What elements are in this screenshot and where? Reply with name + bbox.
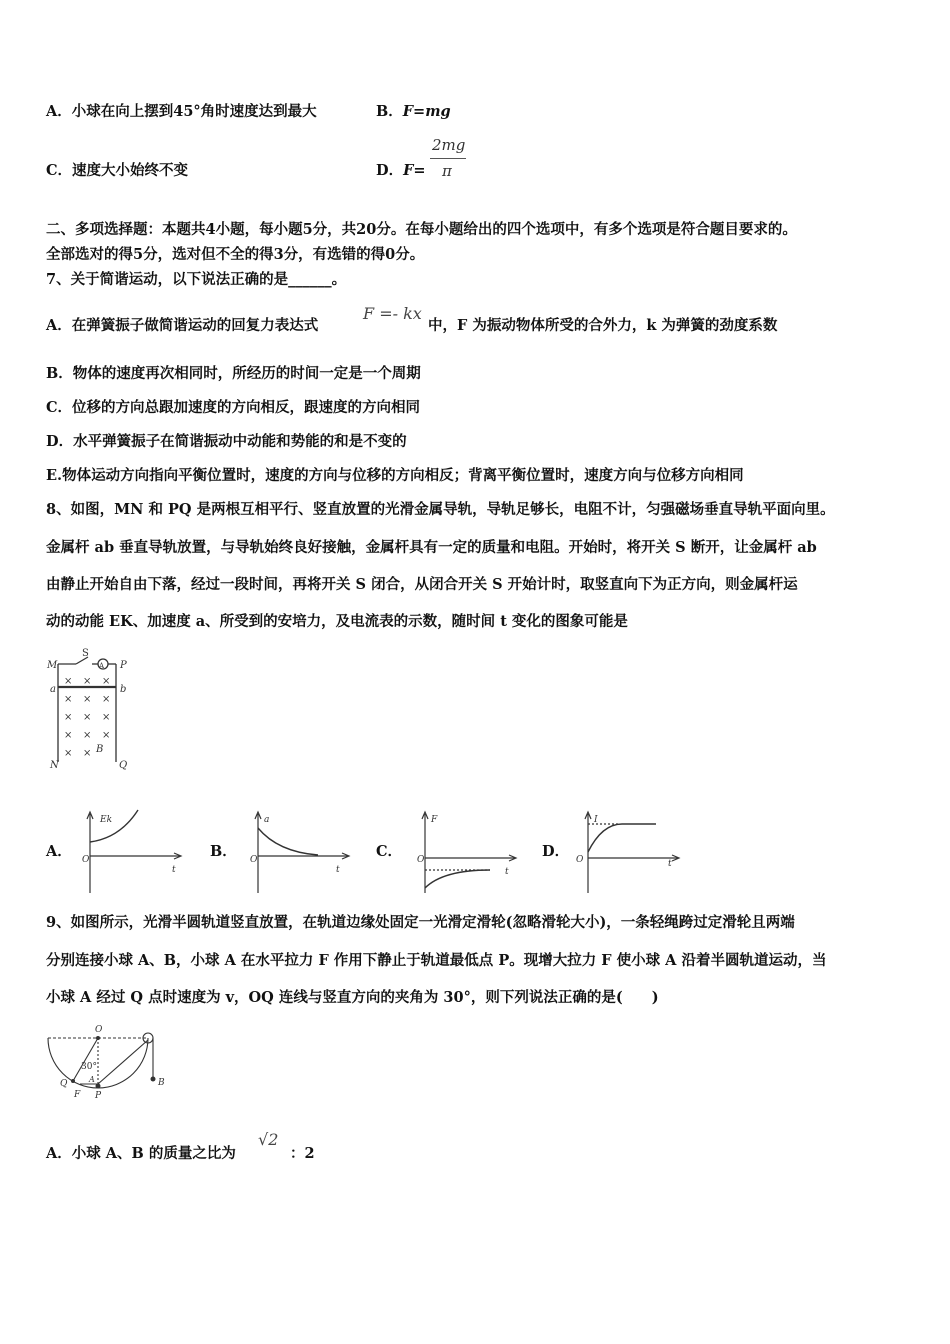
q6-option-a: A．小球在向上摆到45°角时速度达到最大 bbox=[46, 103, 317, 120]
graph-d-origin: O bbox=[576, 855, 584, 865]
graph-c-origin: O bbox=[417, 855, 425, 865]
q6-fraction-denominator: π bbox=[442, 162, 452, 180]
point-o bbox=[96, 1036, 100, 1040]
q6-fraction-numerator: 2mg bbox=[432, 136, 466, 154]
graph-d-y-label: I bbox=[594, 815, 598, 825]
q9-line2: 分别连接小球 A、B，小球 A 在水平拉力 F 作用下静止于轨道最低点 P。现增大拉力 F 使小球 A 沿着半圆轨道运动，当 bbox=[46, 952, 827, 969]
field-cross: × bbox=[83, 712, 92, 723]
label-f: F bbox=[74, 1090, 81, 1100]
q6-option-d-formula-lhs: F= bbox=[403, 162, 426, 179]
angle-label: 30° bbox=[81, 1062, 97, 1072]
q8-option-a-label: A． bbox=[46, 843, 72, 860]
q7-option-a-post: 中，F 为振动物体所受的合外力，k 为弹簧的劲度系数 bbox=[428, 317, 778, 334]
q7-stem: 7、关于简谐运动，以下说法正确的是______。 bbox=[46, 271, 347, 288]
label-b: B bbox=[158, 1078, 165, 1088]
graph-b-x-label: t bbox=[336, 865, 340, 875]
q8-option-c-label: C． bbox=[376, 843, 403, 860]
q8-graph-d bbox=[578, 808, 688, 898]
q6-option-c: C．速度大小始终不变 bbox=[46, 162, 189, 179]
section2-line1: 二、多项选择题：本题共4小题，每小题5分，共20分。在每小题给出的四个选项中，有多个选项是符合题目要求的。 bbox=[46, 221, 797, 238]
field-cross: × bbox=[83, 748, 92, 759]
q7-formula: F =- kx bbox=[363, 304, 422, 323]
q9-semicircle-figure bbox=[44, 1018, 174, 1104]
label-q: Q bbox=[119, 760, 128, 771]
label-a: A bbox=[89, 1075, 95, 1084]
q8-line2: 金属杆 ab 垂直导轨放置，与导轨始终良好接触，金属杆具有一定的质量和电阻。开始时，将开关 S 断开，让金属杆 ab bbox=[46, 539, 817, 556]
q8-circuit-figure bbox=[46, 644, 146, 774]
label-a: a bbox=[50, 684, 56, 695]
label-p: P bbox=[120, 660, 127, 671]
field-cross: × bbox=[64, 712, 73, 723]
q8-graph-a bbox=[80, 808, 190, 898]
section2-line2: 全部选对的得5分，选对但不全的得3分，有选错的得0分。 bbox=[46, 246, 425, 263]
q7-option-d: D．水平弹簧振子在简谐振动中动能和势能的和是不变的 bbox=[46, 433, 407, 450]
fraction-bar bbox=[430, 158, 466, 159]
q9-option-a-post: ：2 bbox=[290, 1145, 315, 1162]
magnetic-field-crosses bbox=[64, 676, 110, 759]
q7-option-c: C．位移的方向总跟加速度的方向相反，跟速度的方向相同 bbox=[46, 399, 421, 416]
q6-option-d bbox=[376, 161, 426, 181]
field-cross: × bbox=[102, 712, 111, 723]
label-s: S bbox=[82, 648, 89, 659]
label-o: O bbox=[95, 1025, 103, 1035]
q6-option-d-label: D． bbox=[376, 162, 404, 179]
q8-graph-c bbox=[415, 808, 525, 898]
q8-option-d-label: D． bbox=[542, 843, 570, 860]
q6-option-b-formula: F=mg bbox=[402, 103, 451, 120]
q7-option-b: B．物体的速度再次相同时，所经历的时间一定是一个周期 bbox=[46, 365, 421, 382]
point-q bbox=[71, 1079, 75, 1083]
q9-line1: 9、如图所示，光滑半圆轨道竖直放置，在轨道边缘处固定一光滑定滑轮(忽略滑轮大小)，一条轻绳跨过定滑轮且两端 bbox=[46, 914, 795, 931]
graph-c-y-label: F bbox=[431, 815, 438, 825]
graph-a-y-label: Ek bbox=[100, 815, 113, 825]
q7-option-e: E.物体运动方向指向平衡位置时，速度的方向与位移的方向相反；背离平衡位置时，速度方向与位移方向相同 bbox=[46, 467, 744, 484]
graph-a-origin: O bbox=[82, 855, 90, 865]
field-cross: × bbox=[64, 676, 73, 687]
label-p: P bbox=[95, 1091, 102, 1101]
label-b: b bbox=[120, 684, 127, 695]
field-cross: × bbox=[102, 730, 111, 741]
graph-d-x-label: t bbox=[668, 859, 672, 869]
q9-sqrt: √2 bbox=[258, 1130, 279, 1149]
field-cross: × bbox=[102, 676, 111, 687]
ammeter-label: A bbox=[99, 662, 105, 670]
q8-line1: 8、如图，MN 和 PQ 是两根互相平行、竖直放置的光滑金属导轨，导轨足够长，电阻不计，匀强磁场垂直导轨平面向里。 bbox=[46, 501, 835, 518]
label-b-field: B bbox=[96, 744, 104, 755]
ball-b bbox=[151, 1077, 156, 1082]
q8-option-b-label: B． bbox=[210, 843, 237, 860]
field-cross: × bbox=[83, 694, 92, 705]
q9-line3: 小球 A 经过 Q 点时速度为 v，OQ 连线与竖直方向的夹角为 30°，则下列说法正确的是( ) bbox=[46, 989, 659, 1006]
label-n: N bbox=[50, 760, 59, 771]
field-cross: × bbox=[102, 694, 111, 705]
q7-option-a-pre: A．在弹簧振子做简谐运动的回复力表达式 bbox=[46, 317, 319, 334]
label-m: M bbox=[47, 660, 58, 671]
graph-b-y-label: a bbox=[264, 815, 270, 825]
q8-line4: 动的动能 EK、加速度 a、所受到的安培力，及电流表的示数，随时间 t 变化的图象可能是 bbox=[46, 613, 628, 630]
q8-graph-b bbox=[248, 808, 358, 898]
field-cross: × bbox=[64, 694, 73, 705]
q9-option-a-pre: A．小球 A、B 的质量之比为 bbox=[46, 1145, 236, 1162]
field-cross: × bbox=[64, 730, 73, 741]
field-cross: × bbox=[83, 730, 92, 741]
q8-line3: 由静止开始自由下落，经过一段时间，再将开关 S 闭合，从闭合开关 S 开始计时，取竖直向下为正方向，则金属杆运 bbox=[46, 576, 798, 593]
field-cross: × bbox=[83, 676, 92, 687]
field-cross: × bbox=[64, 748, 73, 759]
graph-a-x-label: t bbox=[172, 865, 176, 875]
q6-option-b bbox=[376, 102, 451, 122]
ball-a bbox=[96, 1084, 101, 1089]
label-q: Q bbox=[60, 1079, 68, 1089]
q6-option-b-label: B． bbox=[376, 103, 403, 120]
graph-c-x-label: t bbox=[505, 867, 509, 877]
graph-b-origin: O bbox=[250, 855, 258, 865]
